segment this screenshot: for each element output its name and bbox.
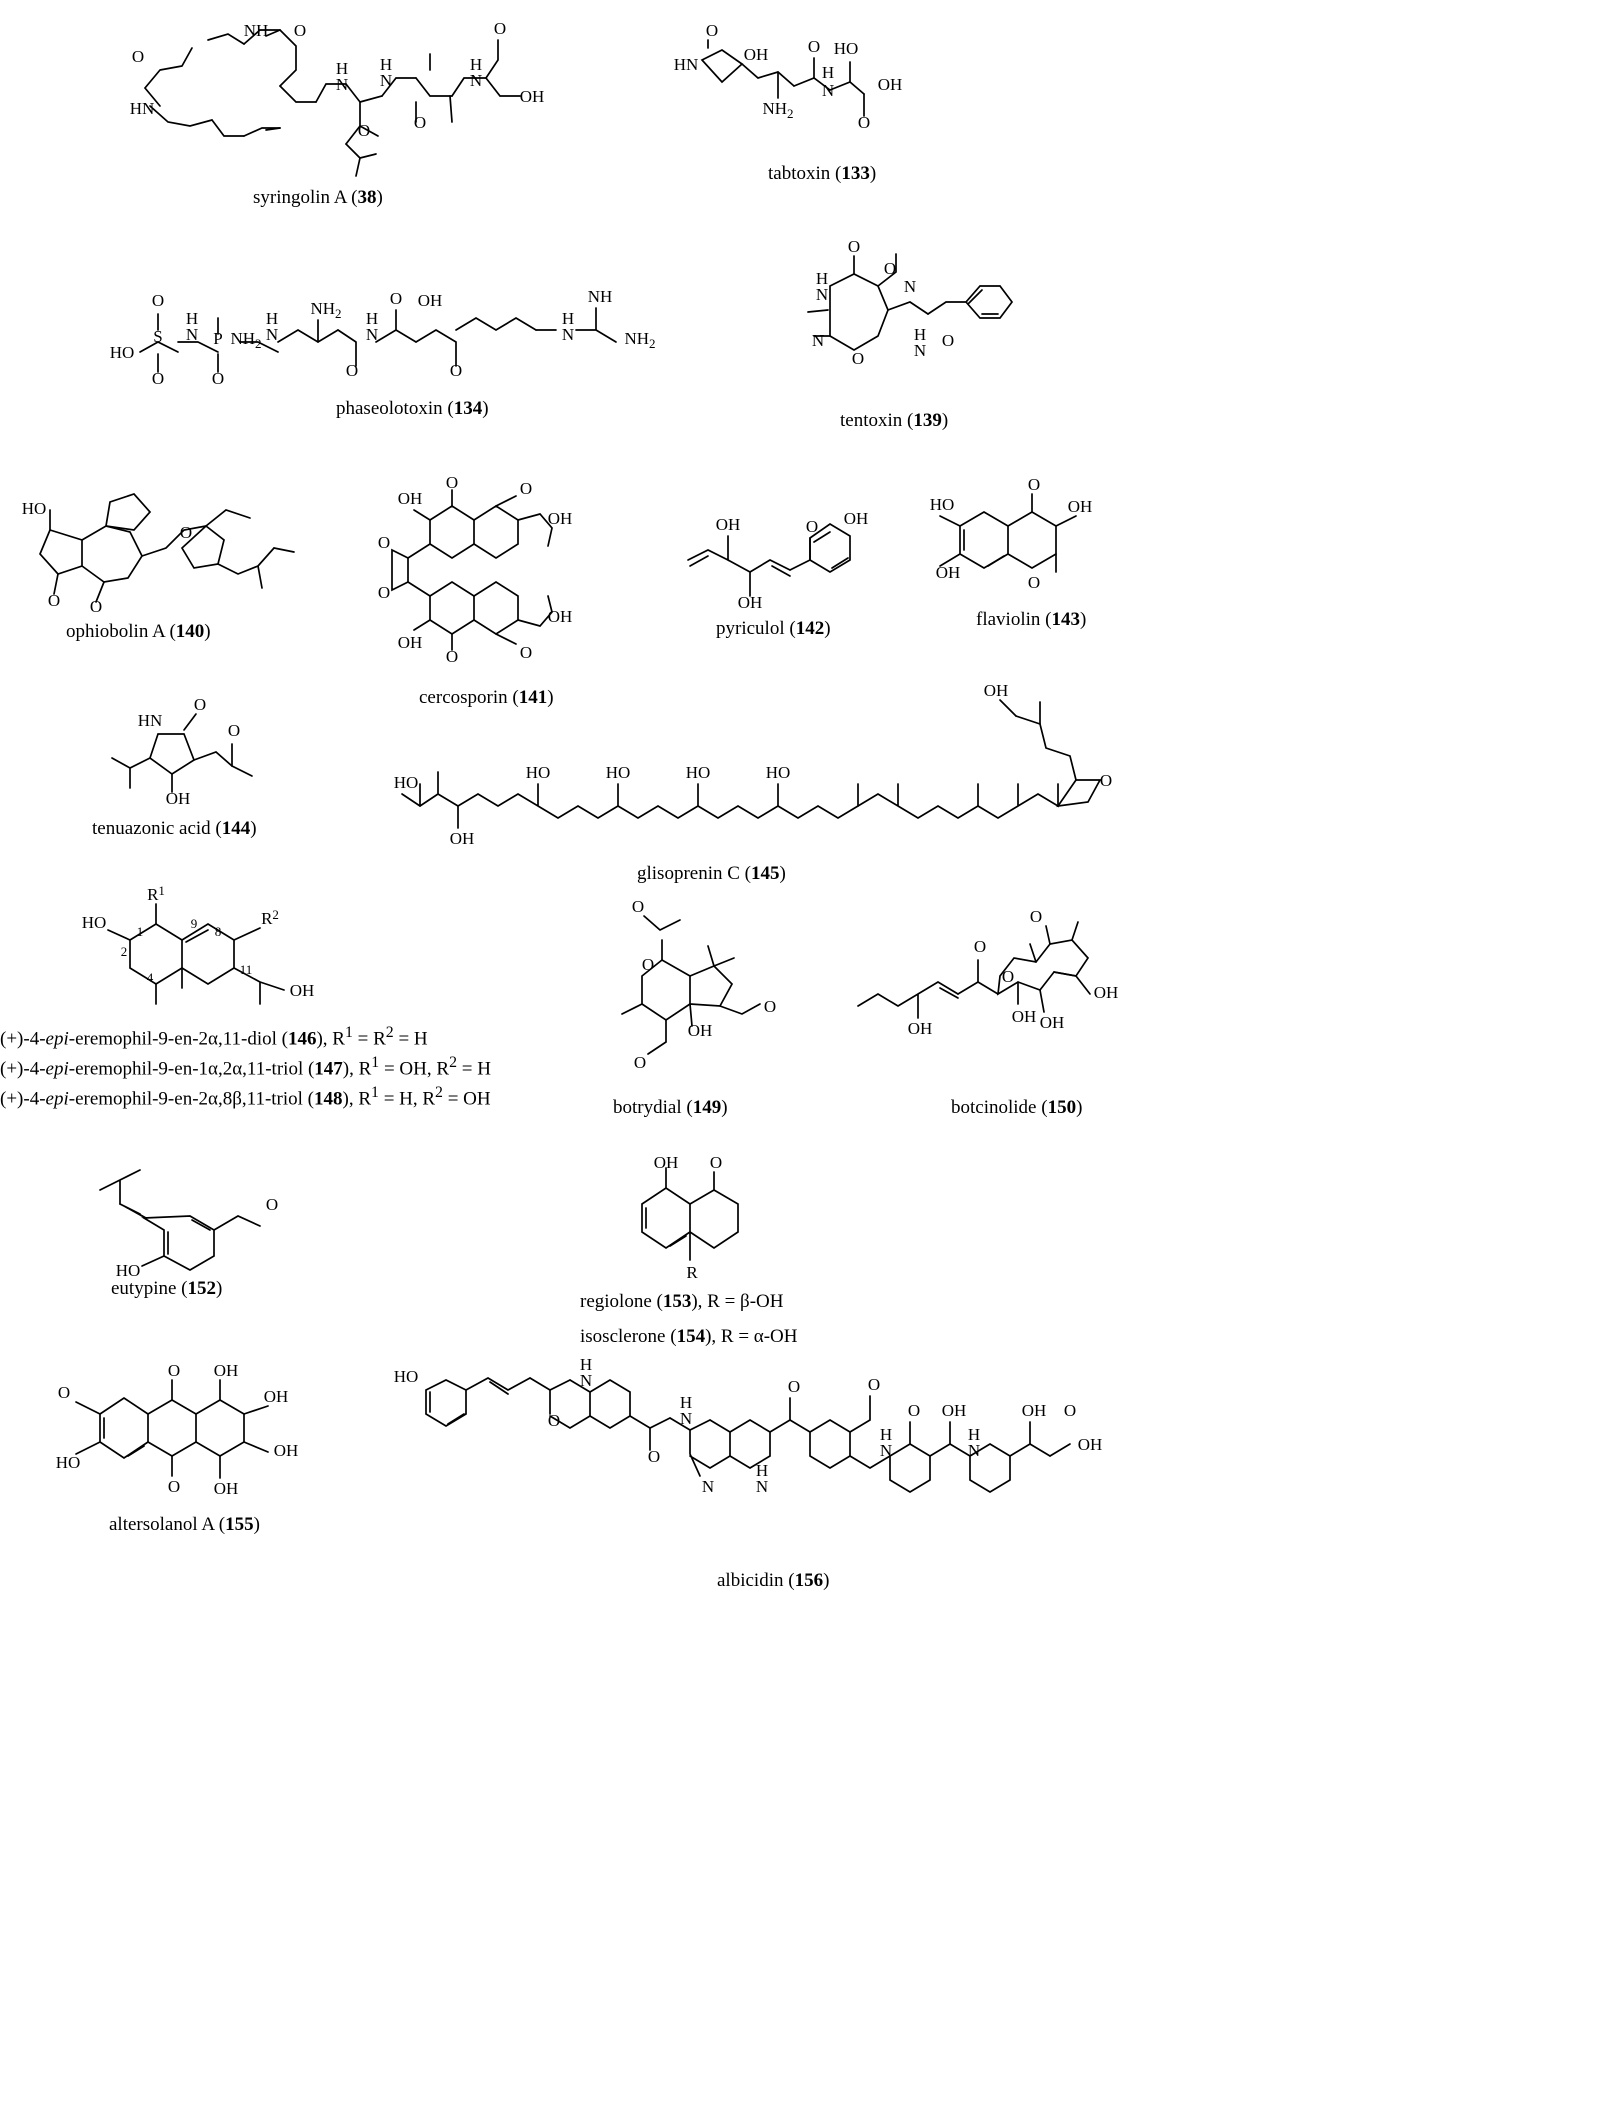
svg-text:NH2: $NH_2$ (624, 329, 656, 351)
svg-text:O: O (377, 533, 391, 552)
svg-text:O: O (293, 21, 307, 40)
svg-text:H: H (967, 1425, 981, 1444)
svg-text:N: N (335, 75, 349, 94)
svg-text:R1: $R^1$ (147, 883, 165, 904)
svg-text:O: O (449, 361, 463, 380)
svg-text:N: N (913, 341, 927, 360)
svg-text:O: O (709, 1153, 723, 1172)
structure-glisoprenin-c (380, 660, 1160, 850)
svg-text:O: O (1029, 907, 1043, 926)
svg-text:O: O (57, 1383, 71, 1402)
svg-text:H: H (185, 309, 199, 328)
svg-text:O: O (787, 1377, 801, 1396)
structure-tenuazonic-acid (100, 695, 290, 810)
caption-phaseolotoxin: phaseolotoxin (134) (336, 398, 489, 419)
svg-text:OH: OH (1093, 983, 1119, 1002)
svg-text:OH: OH (547, 607, 573, 626)
svg-text:8: 8 (214, 924, 222, 939)
svg-text:H: H (365, 309, 379, 328)
structure-tabtoxin (650, 20, 950, 160)
svg-text:O: O (345, 361, 359, 380)
structure-eremophilane-core (70, 883, 330, 1020)
svg-text:H: H (335, 59, 349, 78)
svg-text:HO: HO (115, 1261, 141, 1280)
svg-text:OH: OH (653, 1153, 679, 1172)
svg-text:OH: OH (877, 75, 903, 94)
svg-text:1: 1 (136, 924, 144, 939)
svg-text:OH: OH (1021, 1401, 1047, 1420)
structure-ophiobolin-a (10, 470, 300, 616)
caption-glisoprenin-c: glisoprenin C (145) (637, 863, 786, 884)
svg-text:N: N (469, 71, 483, 90)
svg-text:OH: OH (417, 291, 443, 310)
svg-text:H: H (379, 55, 393, 74)
svg-text:OH: OH (983, 681, 1009, 700)
svg-text:O: O (227, 721, 241, 740)
svg-text:O: O (763, 997, 777, 1016)
svg-text:P: P (213, 329, 223, 348)
svg-text:N: N (701, 1477, 715, 1496)
svg-text:NH: NH (587, 287, 613, 306)
svg-text:O: O (493, 19, 507, 38)
structure-eutypine (80, 1160, 310, 1280)
svg-text:O: O (445, 647, 459, 666)
svg-text:N: N (821, 81, 835, 100)
svg-text:N: N (815, 285, 829, 304)
svg-text:O: O (631, 897, 645, 916)
svg-text:OH: OH (737, 593, 763, 612)
svg-text:N: N (879, 1441, 893, 1460)
svg-text:O: O (519, 643, 533, 662)
svg-text:HO: HO (393, 1367, 419, 1386)
svg-text:O: O (1027, 475, 1041, 494)
svg-text:OH: OH (1077, 1435, 1103, 1454)
svg-text:O: O (647, 1447, 661, 1466)
svg-text:O: O (851, 349, 865, 368)
caption-tabtoxin: tabtoxin (133) (768, 163, 877, 184)
svg-text:9: 9 (190, 916, 198, 931)
svg-text:O: O (807, 37, 821, 56)
svg-text:H: H (679, 1393, 693, 1412)
svg-text:S: S (153, 327, 163, 346)
svg-text:N: N (561, 325, 575, 344)
svg-text:R: R (686, 1263, 698, 1282)
svg-text:O: O (211, 369, 225, 388)
svg-text:OH: OH (213, 1361, 239, 1380)
svg-text:O: O (413, 113, 427, 132)
caption-tentoxin: tentoxin (139) (840, 410, 949, 431)
svg-text:OH: OH (687, 1021, 713, 1040)
svg-text:O: O (131, 47, 145, 66)
svg-text:O: O (167, 1361, 181, 1380)
svg-text:O: O (857, 113, 871, 132)
svg-text:O: O (1063, 1401, 1077, 1420)
svg-text:O: O (805, 517, 819, 536)
svg-text:N: N (811, 331, 825, 350)
svg-text:O: O (151, 369, 165, 388)
svg-text:O: O (547, 1411, 561, 1430)
svg-text:NH2: $NH_2$ (762, 99, 794, 121)
svg-text:H: H (561, 309, 575, 328)
svg-text:H: H (579, 1355, 593, 1374)
svg-text:4: 4 (146, 970, 154, 985)
svg-text:HO: HO (833, 39, 859, 58)
svg-text:OH: OH (1011, 1007, 1037, 1026)
svg-text:HN: HN (137, 711, 163, 730)
caption-syringolin-a: syringolin A (38) (253, 187, 383, 208)
structure-tentoxin (770, 237, 1050, 390)
svg-text:R2: $R^2$ (261, 907, 279, 928)
svg-text:O: O (357, 121, 371, 140)
svg-text:OH: OH (907, 1019, 933, 1038)
variant-line-148: (+)-4-epi-eremophil-9-en-2α,8β,11-triol (148), $R^1 = H$, $R^2$ = OH (0, 1084, 491, 1110)
svg-text:HO: HO (109, 343, 135, 362)
structure-syringolin-a (120, 10, 560, 180)
svg-text:HO: HO (81, 913, 107, 932)
structure-albicidin (390, 1330, 1170, 1560)
svg-text:N: N (379, 71, 393, 90)
svg-text:OH: OH (547, 509, 573, 528)
structure-botrydial (600, 897, 800, 1090)
svg-text:NH2: $NH_2$ (310, 299, 342, 321)
svg-text:N: N (265, 325, 279, 344)
svg-text:O: O (641, 955, 655, 974)
svg-text:OH: OH (715, 515, 741, 534)
caption-tenuazonic-acid: tenuazonic acid (144) (92, 818, 257, 839)
svg-text:HO: HO (605, 763, 631, 782)
svg-text:H: H (755, 1461, 769, 1480)
svg-text:HN: HN (673, 55, 699, 74)
svg-text:O: O (867, 1375, 881, 1394)
svg-text:OH: OH (289, 981, 315, 1000)
svg-text:O: O (89, 597, 103, 616)
svg-text:H: H (265, 309, 279, 328)
svg-text:O: O (1001, 967, 1015, 986)
svg-text:O: O (973, 937, 987, 956)
svg-text:N: N (185, 325, 199, 344)
svg-text:O: O (883, 259, 897, 278)
svg-text:N: N (579, 1371, 593, 1390)
svg-text:HO: HO (525, 763, 551, 782)
caption-flaviolin: flaviolin (143) (976, 609, 1087, 630)
svg-text:OH: OH (397, 489, 423, 508)
caption-cercosporin: cercosporin (141) (419, 687, 554, 708)
svg-text:HO: HO (55, 1453, 81, 1472)
svg-text:H: H (469, 55, 483, 74)
svg-text:11: 11 (239, 962, 253, 977)
svg-text:O: O (519, 479, 533, 498)
svg-text:HO: HO (929, 495, 955, 514)
svg-text:HO: HO (685, 763, 711, 782)
svg-text:OH: OH (843, 509, 869, 528)
svg-text:O: O (389, 289, 403, 308)
svg-text:OH: OH (165, 789, 191, 808)
svg-text:HO: HO (393, 773, 419, 792)
svg-text:N: N (903, 277, 917, 296)
svg-text:HO: HO (21, 499, 47, 518)
svg-text:O: O (265, 1195, 279, 1214)
svg-text:OH: OH (213, 1479, 239, 1498)
svg-text:O: O (847, 237, 861, 256)
structure-pyriculol (680, 490, 880, 610)
variant-line-146: (+)-4-epi-eremophil-9-en-2α,11-diol (146), $R^1 = R^2 = H$ (0, 1024, 428, 1050)
svg-text:NH2: $NH_2$ (230, 329, 262, 351)
svg-text:NH: NH (243, 21, 269, 40)
svg-text:HN: HN (129, 99, 155, 118)
svg-text:O: O (705, 21, 719, 40)
svg-text:O: O (151, 291, 165, 310)
svg-text:O: O (47, 591, 61, 610)
caption-albicidin: albicidin (156) (717, 1570, 830, 1591)
svg-text:N: N (755, 1477, 769, 1496)
svg-text:OH: OH (449, 829, 475, 848)
svg-text:O: O (633, 1053, 647, 1072)
svg-text:O: O (1027, 573, 1041, 592)
svg-text:OH: OH (935, 563, 961, 582)
svg-text:O: O (941, 331, 955, 350)
svg-text:O: O (167, 1477, 181, 1496)
svg-text:2: 2 (120, 944, 128, 959)
structure-cercosporin (370, 473, 610, 670)
svg-text:H: H (913, 325, 927, 344)
svg-text:O: O (1099, 771, 1113, 790)
variant-line-147: (+)-4-epi-eremophil-9-en-1α,2α,11-triol (147), $R^1$ = OH, $R^2 = H$ (0, 1054, 491, 1080)
svg-text:OH: OH (519, 87, 545, 106)
svg-text:OH: OH (1067, 497, 1093, 516)
svg-text:OH: OH (1039, 1013, 1065, 1032)
svg-text:O: O (193, 695, 207, 714)
caption-botrydial: botrydial (149) (613, 1097, 728, 1118)
svg-text:O: O (377, 583, 391, 602)
svg-text:N: N (679, 1409, 693, 1428)
svg-text:O: O (907, 1401, 921, 1420)
svg-text:H: H (815, 269, 829, 288)
svg-text:OH: OH (397, 633, 423, 652)
svg-text:N: N (967, 1441, 981, 1460)
svg-text:OH: OH (941, 1401, 967, 1420)
svg-text:HO: HO (765, 763, 791, 782)
caption-pyriculol: pyriculol (142) (716, 618, 831, 639)
structure-regiolone-isosclerone (600, 1153, 780, 1290)
svg-text:O: O (445, 473, 459, 492)
svg-text:OH: OH (273, 1441, 299, 1460)
structure-phaseolotoxin (100, 280, 680, 390)
svg-text:OH: OH (263, 1387, 289, 1406)
caption-botcinolide: botcinolide (150) (951, 1097, 1083, 1118)
svg-text:H: H (879, 1425, 893, 1444)
caption-isosclerone: isosclerone (154), R = α-OH (580, 1326, 798, 1347)
svg-text:H: H (821, 63, 835, 82)
caption-regiolone: regiolone (153), R = β-OH (580, 1291, 784, 1312)
structure-botcinolide (840, 907, 1130, 1090)
svg-text:N: N (365, 325, 379, 344)
caption-eutypine: eutypine (152) (111, 1278, 223, 1299)
structure-altersolanol-a (40, 1360, 330, 1510)
svg-text:OH: OH (743, 45, 769, 64)
caption-ophiobolin-a: ophiobolin A (140) (66, 621, 211, 642)
svg-text:O: O (179, 523, 193, 542)
structure-flaviolin (929, 475, 1093, 600)
caption-altersolanol-a: altersolanol A (155) (109, 1514, 260, 1535)
